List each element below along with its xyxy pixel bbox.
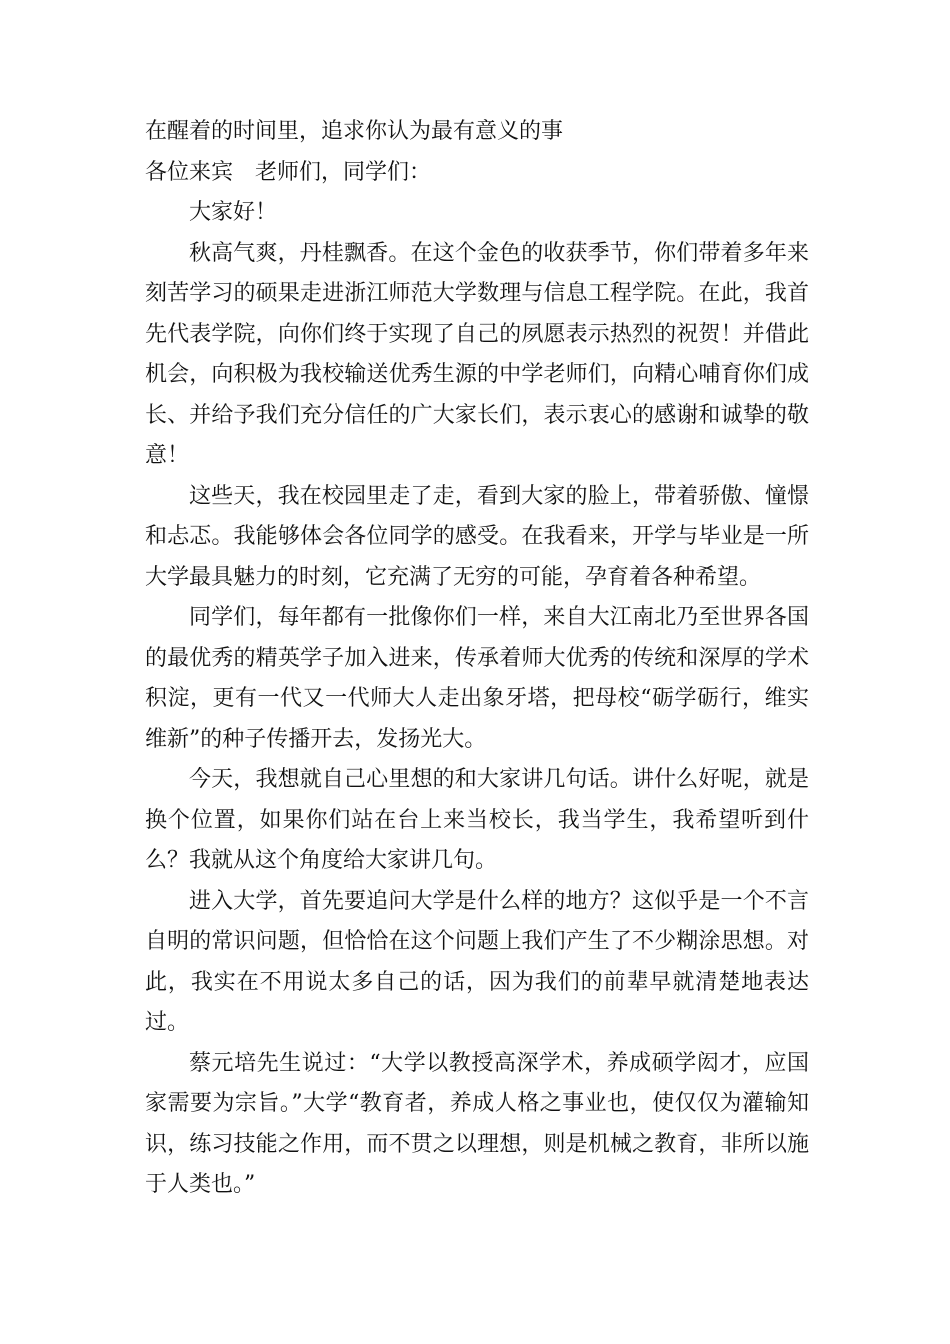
paragraph-6: 蔡元培先生说过：“大学以教授高深学术，养成硕学闳才，应国家需要为宗旨。”大学“教育者，养成人格之事业也，使仅仅为灌输知识，练习技能之作用，而不贯之以理想，则是机械之教育，非所以施于人类也。” <box>145 1050 809 1197</box>
paragraph-1: 秋高气爽，丹桂飘香。在这个金色的收获季节，你们带着多年来刻苦学习的硕果走进浙江师范大学数理与信息工程学院。在此，我首先代表学院，向你们终于实现了自己的夙愿表示热烈的祝贺！并借此机会，向积极为我校输送优秀生源的中学老师们，向精心哺育你们成长、并给予我们充分信任的广大家长们，表示衷心的感谢和诚挚的敬意！ <box>145 240 809 468</box>
paragraph-2: 这些天，我在校园里走了走，看到大家的脸上，带着骄傲、憧憬和忐忑。我能够体会各位同学的感受。在我看来，开学与毕业是一所大学最具魅力的时刻，它充满了无穷的可能，孕育着各种希望。 <box>145 483 809 590</box>
paragraph-3: 同学们，每年都有一批像你们一样，来自大江南北乃至世界各国的最优秀的精英学子加入进来，传承着师大优秀的传统和深厚的学术积淀，更有一代又一代师大人走出象牙塔，把母校“砺学砺行，维实维新”的种子传播开去，发扬光大。 <box>145 605 809 752</box>
paragraph-5: 进入大学，首先要追问大学是什么样的地方？这似乎是一个不言自明的常识问题，但恰恰在这个问题上我们产生了不少糊涂思想。对此，我实在不用说太多自己的话，因为我们的前辈早就清楚地表达过。 <box>145 888 809 1035</box>
document-page <box>145 112 809 1206</box>
salutation: 各位来宾 老师们，同学们： <box>145 159 432 185</box>
paragraph-4: 今天，我想就自己心里想的和大家讲几句话。讲什么好呢，就是换个位置，如果你们站在台上来当校长，我当学生，我希望听到什么？我就从这个角度给大家讲几句。 <box>145 767 809 873</box>
document-title: 在醒着的时间里，追求你认为最有意义的事 <box>145 119 564 144</box>
greeting: 大家好！ <box>189 200 278 225</box>
